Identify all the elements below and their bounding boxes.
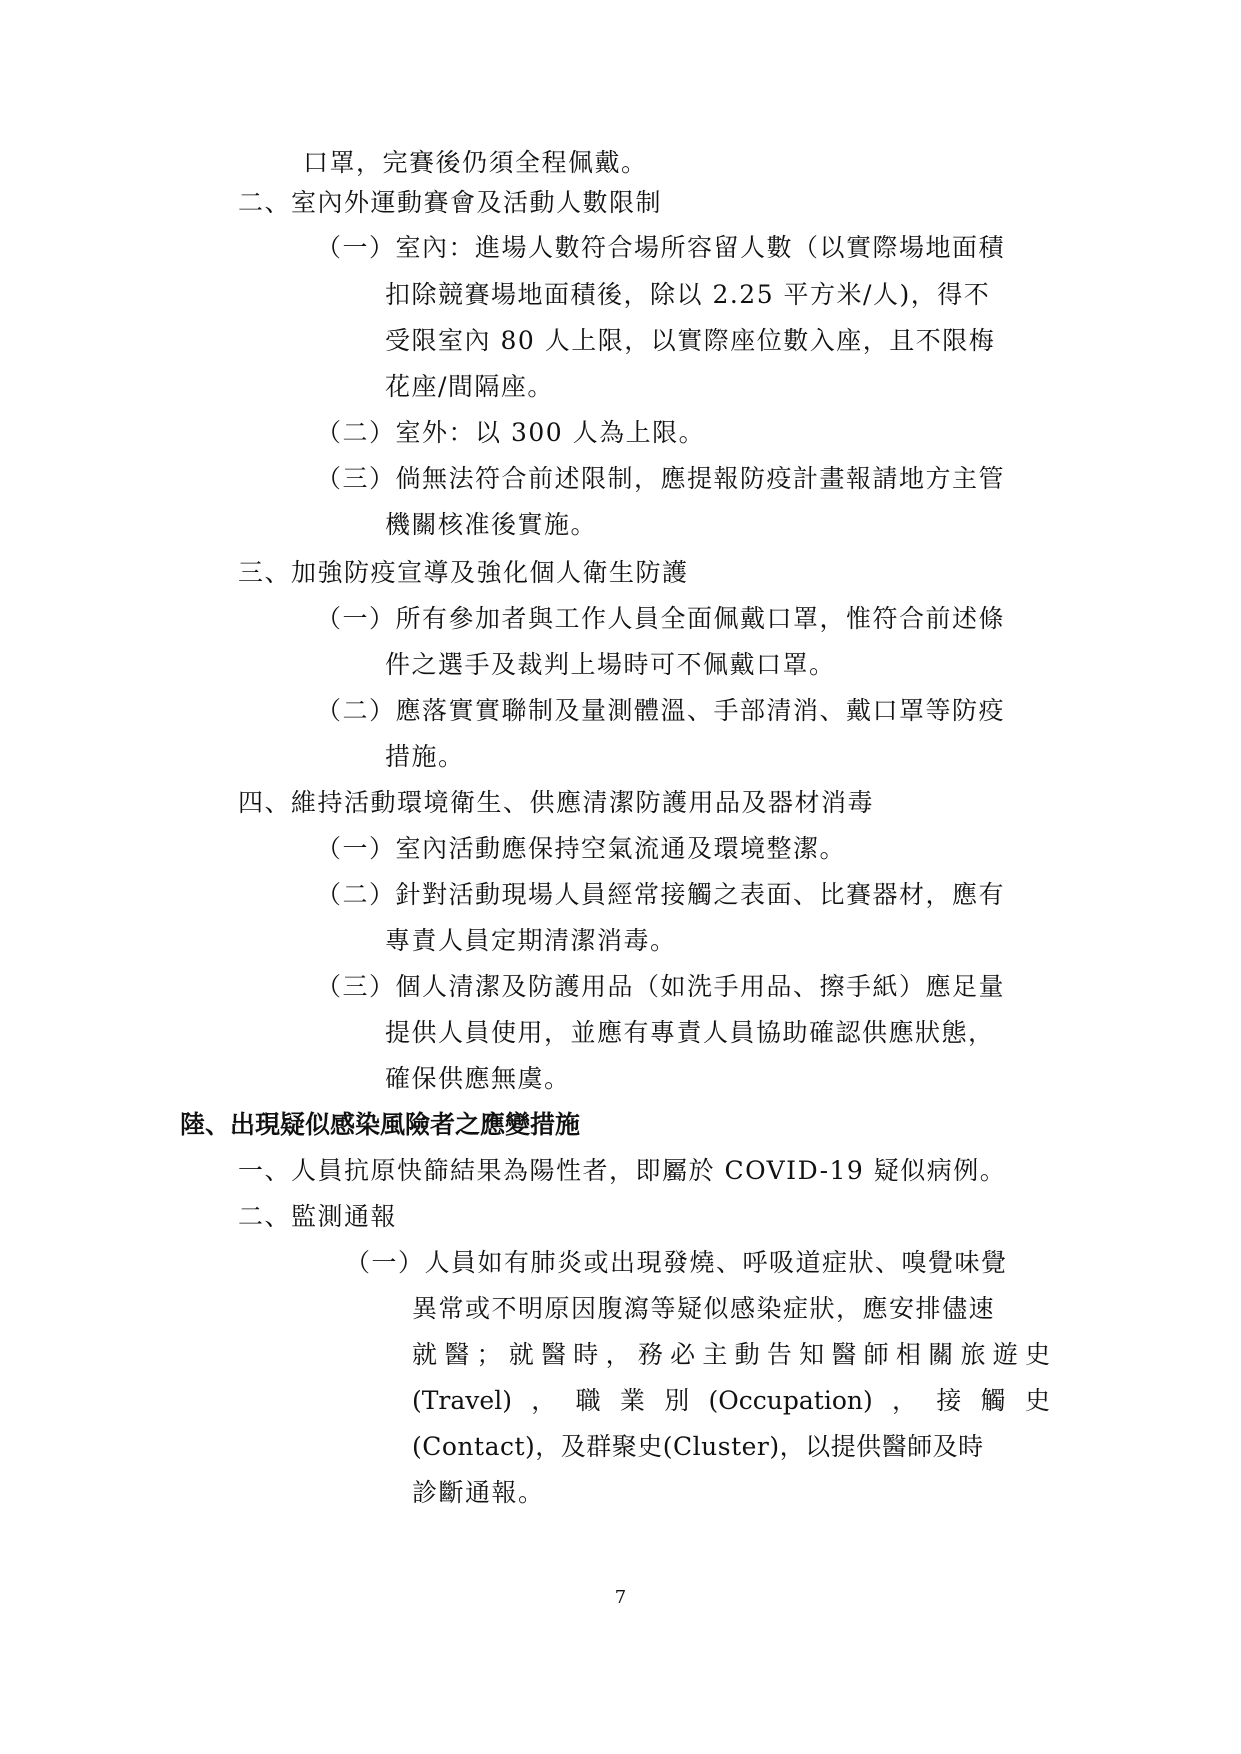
page-number: 7	[614, 1587, 627, 1608]
text-line: 口罩，完賽後仍須全程佩戴。	[303, 148, 648, 177]
text-line: （三）個人清潔及防護用品（如洗手用品、擦手紙）應足量	[316, 972, 1006, 1001]
text-line: (Travel)，職業別(Occupation)，接觸史	[412, 1386, 1050, 1415]
text-line: 花座/間隔座。	[385, 372, 554, 401]
text-line: 提供人員使用，並應有專責人員協助確認供應狀態，	[385, 1018, 995, 1047]
text-line: （二）針對活動現場人員經常接觸之表面、比賽器材，應有	[316, 880, 1006, 909]
text-line: （二）室外：以 300 人為上限。	[316, 418, 706, 447]
text-line: 診斷通報。	[412, 1478, 545, 1507]
text-line: （三）倘無法符合前述限制，應提報防疫計畫報請地方主管	[316, 464, 1006, 493]
text-line: 扣除競賽場地面積後，除以 2.25 平方米/人)，得不	[385, 280, 991, 309]
text-line: 措施。	[385, 742, 465, 771]
text-line: （一）所有參加者與工作人員全面佩戴口罩，惟符合前述條	[316, 604, 1006, 633]
text-line: 確保供應無虞。	[385, 1064, 571, 1093]
text-line: 機關核准後實施。	[385, 510, 598, 539]
section-heading: 二、室內外運動賽會及活動人數限制	[238, 188, 663, 217]
text-line: 受限室內 80 人上限，以實際座位數入座，且不限梅	[385, 326, 996, 355]
chapter-heading: 陸、出現疑似感染風險者之應變措施	[180, 1110, 581, 1139]
section-heading: 四、維持活動環境衛生、供應清潔防護用品及器材消毒	[238, 788, 875, 817]
text-line: 專責人員定期清潔消毒。	[385, 926, 677, 955]
text-line: （二）應落實實聯制及量測體溫、手部清消、戴口罩等防疫	[316, 696, 1006, 725]
section-heading: 二、監測通報	[238, 1202, 398, 1231]
text-line: （一）人員如有肺炎或出現發燒、呼吸道症狀、嗅覺味覺	[345, 1248, 1008, 1277]
text-line: （一）室內活動應保持空氣流通及環境整潔。	[316, 834, 847, 863]
text-line: 一、人員抗原快篩結果為陽性者，即屬於 COVID-19 疑似病例。	[238, 1156, 1007, 1185]
text-line: 異常或不明原因腹瀉等疑似感染症狀，應安排儘速	[412, 1294, 996, 1323]
text-line: 就醫；就醫時，務必主動告知醫師相關旅遊史	[412, 1340, 1050, 1369]
text-line: （一）室內：進場人數符合場所容留人數（以實際場地面積	[316, 233, 1006, 262]
text-line: (Contact)，及群聚史(Cluster)，以提供醫師及時	[412, 1432, 984, 1461]
section-heading: 三、加強防疫宣導及強化個人衛生防護	[238, 558, 689, 587]
text-line: 件之選手及裁判上場時可不佩戴口罩。	[385, 650, 836, 679]
